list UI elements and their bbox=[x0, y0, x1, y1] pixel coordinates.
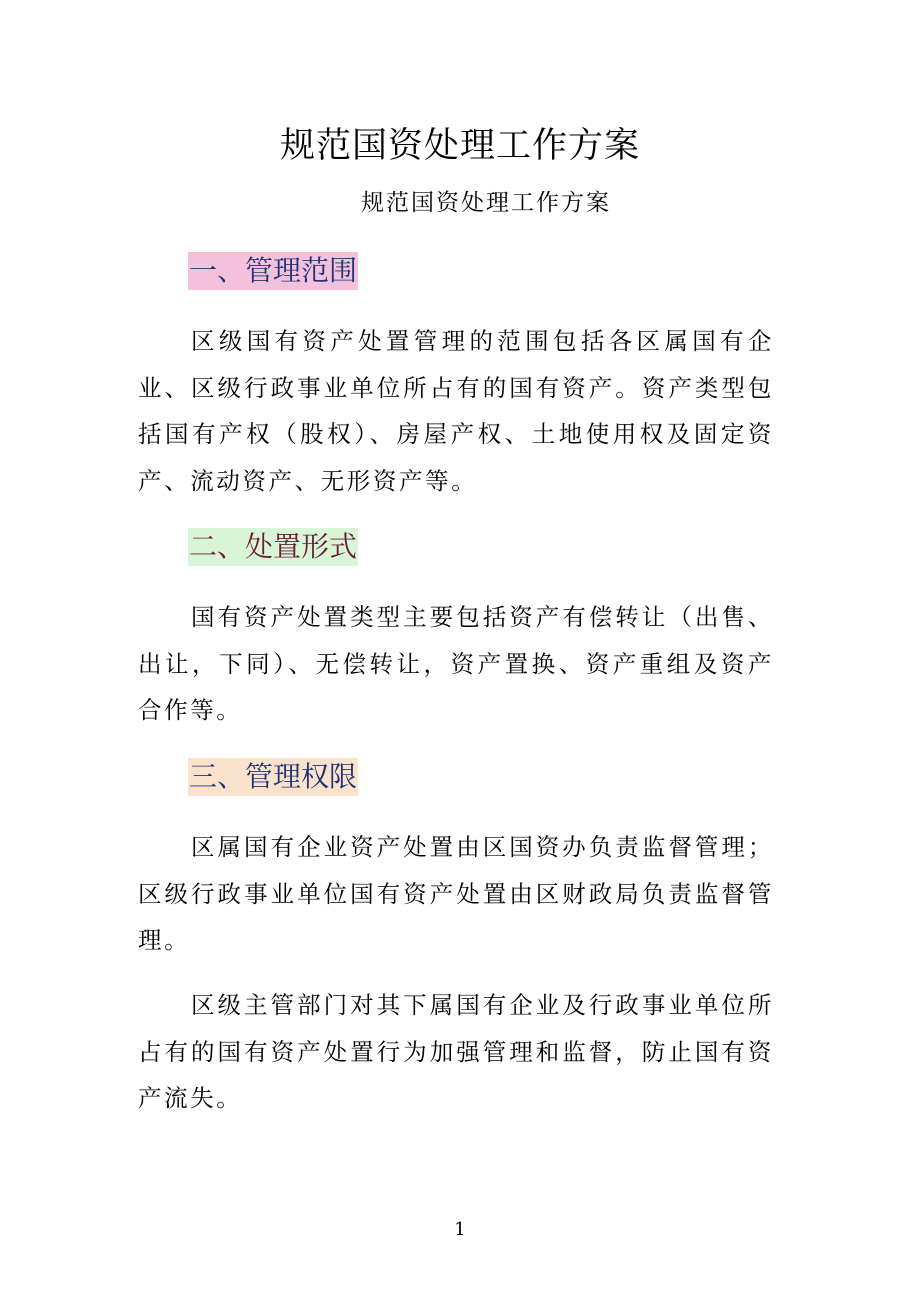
page-number: 1 bbox=[454, 1219, 466, 1240]
section-heading-authority: 三、管理权限 bbox=[188, 758, 358, 796]
document-subtitle: 规范国资处理工作方案 bbox=[361, 190, 611, 216]
section-paragraph-disposal-form: 国有资产处置类型主要包括资产有偿转让（出售、出让，下同）、无偿转让，资产置换、资产重组及资产合作等。 bbox=[138, 603, 774, 724]
section-paragraph-authority-2: 区级主管部门对其下属国有企业及行政事业单位所占有的国有资产处置行为加强管理和监督，防止国有资产流失。 bbox=[138, 991, 774, 1112]
section-heading-scope: 一、管理范围 bbox=[188, 252, 358, 290]
section-paragraph-scope: 区级国有资产处置管理的范围包括各区属国有企业、区级行政事业单位所占有的国有资产。资产类型包括国有产权（股权）、房屋产权、土地使用权及固定资产、流动资产、无形资产等。 bbox=[138, 327, 774, 495]
document-title: 规范国资处理工作方案 bbox=[279, 126, 640, 166]
section-heading-disposal-form: 二、处置形式 bbox=[188, 528, 358, 566]
section-paragraph-authority-1: 区属国有企业资产处置由区国资办负责监督管理；区级行政事业单位国有资产处置由区财政局负责监督管理。 bbox=[138, 833, 774, 954]
